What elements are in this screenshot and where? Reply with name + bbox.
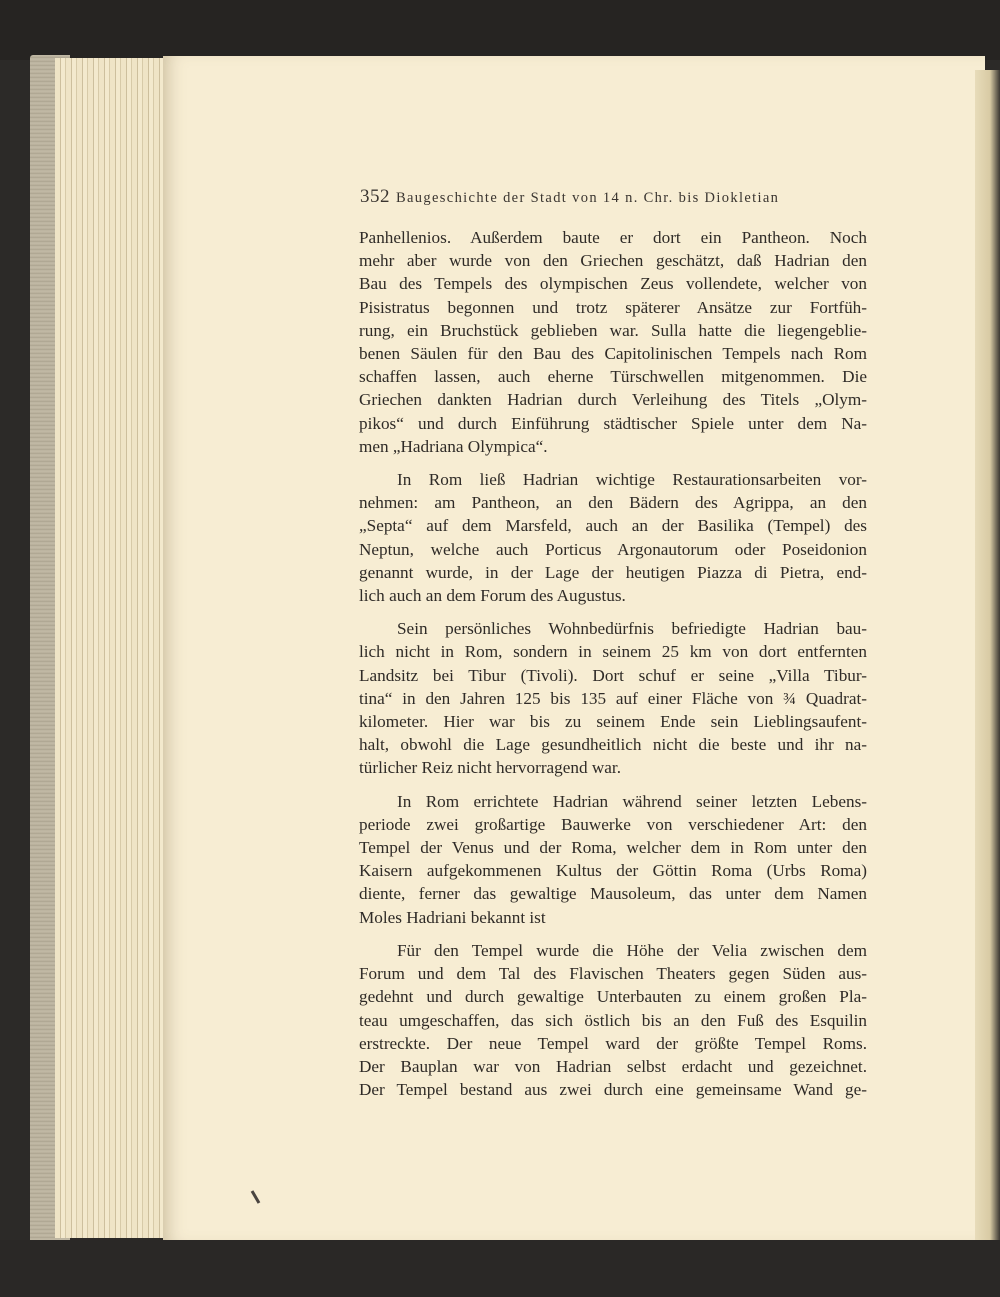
text-line: kilometer. Hier war bis zu seinem Ende sein Lieblingsaufent-: [359, 712, 867, 732]
text-line: schaffen lassen, auch eherne Türschwellen mitgenommen. Die: [359, 367, 867, 387]
text-line: Pisistratus begonnen und trotz späterer Ansätze zur Fortfüh-: [359, 297, 867, 317]
text-line: Forum und dem Tal des Flavischen Theaters gegen Süden aus-: [359, 964, 867, 984]
paragraph: [359, 617, 867, 779]
text-line: Panhellenios. Außerdem baute er dort ein Pantheon. Noch: [359, 228, 867, 247]
text-line: lich auch an dem Forum des Augustus.: [359, 586, 626, 606]
paragraph: [359, 790, 867, 929]
running-head-title: Baugeschichte der Stadt von 14 n. Chr. bis Diokletian: [396, 190, 780, 206]
text-line: rung, ein Bruchstück geblieben war. Sulla hatte die liegengeblie-: [359, 320, 867, 340]
text-line: In Rom ließ Hadrian wichtige Restaurationsarbeiten vor-: [397, 470, 867, 490]
text-line: Moles Hadriani bekannt ist: [359, 907, 546, 927]
text-line: Der Tempel bestand aus zwei durch eine gemeinsame Wand ge-: [359, 1080, 867, 1100]
paragraph: [359, 226, 867, 458]
text-line: Sein persönliches Wohnbedürfnis befriedigte Hadrian bau-: [397, 619, 867, 639]
text-line: In Rom errichtete Hadrian während seiner letzten Lebens-: [397, 791, 867, 811]
text-line: diente, ferner das gewaltige Mausoleum, das unter dem Namen: [359, 884, 867, 904]
text-line: teau umgeschaffen, das sich östlich bis an den Fuß des Esquilin: [359, 1010, 867, 1030]
text-line: nehmen: am Pantheon, an den Bädern des Agrippa, an den: [359, 493, 867, 513]
text-line: Landsitz bei Tibur (Tivoli). Dort schuf er seine „Villa Tibur-: [359, 665, 867, 685]
text-line: Für den Tempel wurde die Höhe der Velia zwischen dem: [397, 940, 867, 960]
text-line: Bau des Tempels des olympischen Zeus vollendete, welcher von: [359, 274, 867, 294]
text-line: Kaisern aufgekommenen Kultus der Göttin Roma (Urbs Roma): [359, 861, 867, 881]
text-line: genannt wurde, in der Lage der heutigen Piazza di Pietra, end-: [359, 562, 867, 582]
running-head: [360, 186, 880, 208]
page-number: 352: [360, 186, 390, 207]
text-line: pikos“ und durch Einführung städtischer Spiele unter dem Na-: [359, 413, 867, 433]
text-line: lich nicht in Rom, sondern in seinem 25 km von dort entfernten: [359, 642, 867, 662]
text-line: Griechen dankten Hadrian durch Verleihung des Titels „Olym-: [359, 390, 867, 410]
body-text: [359, 226, 867, 1111]
text-line: mehr aber wurde von den Griechen geschätzt, daß Hadrian den: [359, 251, 867, 271]
right-page-edge: [975, 70, 1000, 1297]
text-line: Der Bauplan war von Hadrian selbst erdacht und gezeichnet.: [359, 1056, 867, 1076]
text-line: periode zwei großartige Bauwerke von verschiedener Art: den: [359, 814, 867, 834]
bottom-background: [0, 1240, 1000, 1297]
text-line: men „Hadriana Olympica“.: [359, 436, 548, 456]
text-line: „Septa“ auf dem Marsfeld, auch an der Basilika (Tempel) des: [359, 516, 867, 536]
text-line: erstreckte. Der neue Tempel ward der größte Tempel Roms.: [359, 1033, 867, 1053]
background: [0, 0, 1000, 60]
text-line: halt, obwohl die Lage gesundheitlich nicht die beste und ihr na-: [359, 735, 867, 755]
text-line: gedehnt und durch gewaltige Unterbauten zu einem großen Pla-: [359, 987, 867, 1007]
text-line: tina“ in den Jahren 125 bis 135 auf einer Fläche von ¾ Quadrat-: [359, 688, 867, 708]
text-line: Tempel der Venus und der Roma, welcher dem in Rom unter den: [359, 838, 867, 858]
text-line: Neptun, welche auch Porticus Argonautorum oder Poseidonion: [359, 539, 867, 559]
paragraph: [359, 468, 867, 607]
paragraph: [359, 939, 867, 1101]
text-line: türlicher Reiz nicht hervorragend war.: [359, 758, 621, 778]
text-line: benen Säulen für den Bau des Capitolinischen Tempels nach Rom: [359, 344, 867, 364]
